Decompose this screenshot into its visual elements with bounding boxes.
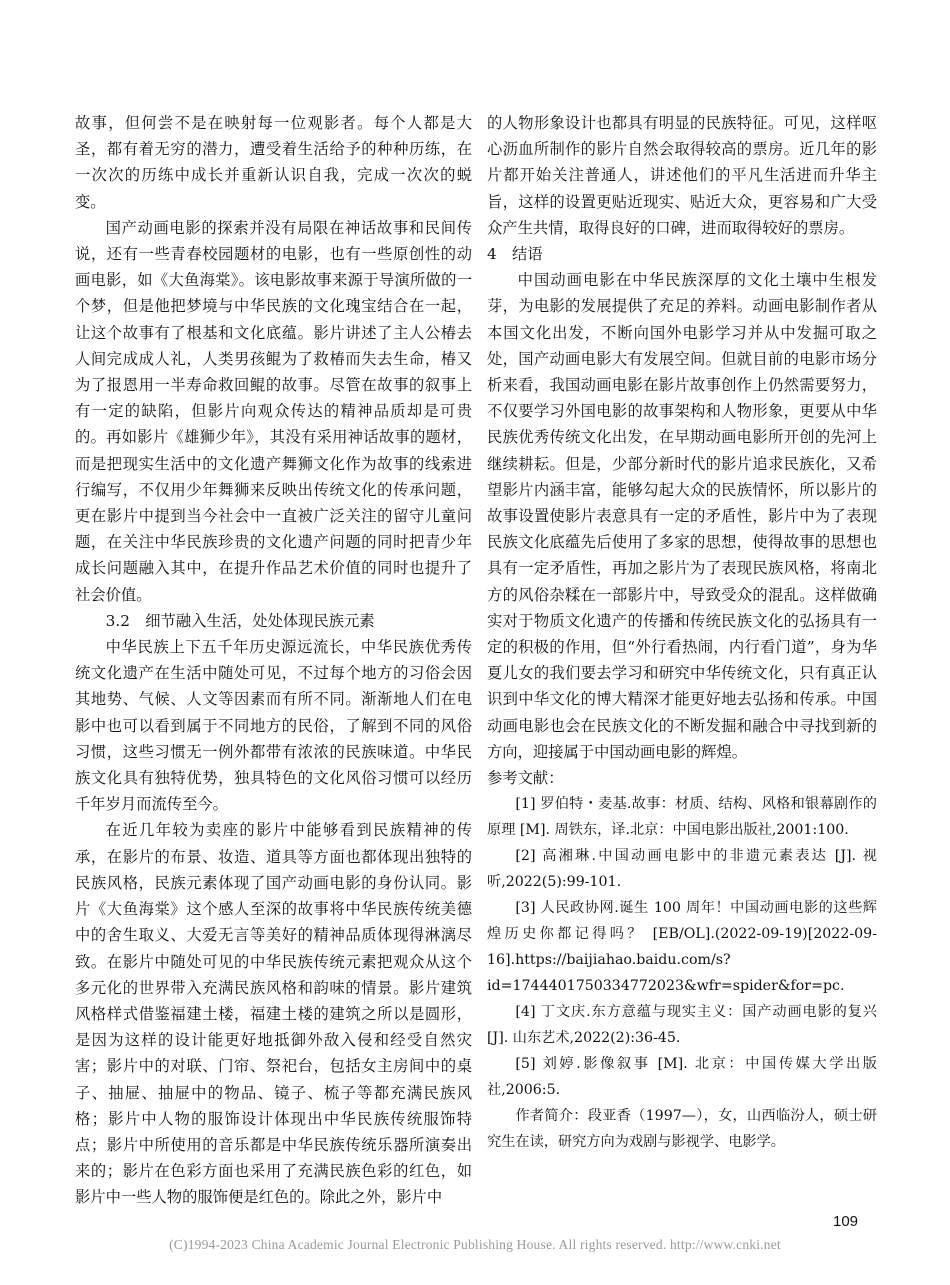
paragraph: 中国动画电影在中华民族深厚的文化土壤中生根发芽，为电影的发展提供了充足的养料。动画电影制作者从本国文化出发，不断向国外电影学习并从中发掘可取之处，国产动画电影大有发展空间。但就目前的电影市场分析来看，我国动画电影在影片故事创作上仍然需要努力，不仅要学习外国电影的故事架构和人物形象，更要从中华民族优秀传统文化出发，在早期动画电影所开创的先河上继续耕耘。但是，少部分新时代的影片追求民族化，又希望影片内涵丰富，能够勾起大众的民族情怀，所以影片的故事设置使影片表意具有一定的矛盾性，影片中为了表现民族文化底蕴先后使用了多家的思想，使得故事的思想也具有一定矛盾性，再加之影片为了表现民族风格，将南北方的风俗杂糅在一部影片中，导致受众的混乱。这样做确实对于物质文化遗产的传播和传统民族文化的弘扬具有一定的积极的作用，但“外行看热闹，内行看门道”，身为华夏儿女的我们要去学习和研究中华传统文化，只有真正认识到中华文化的博大精深才能更好地去弘扬和传承。中国动画电影也会在民族文化的不断发掘和融合中寻找到新的方向，迎接属于中国动画电影的辉煌。 bbox=[487, 271, 877, 761]
reference-item: [1] 罗伯特・麦基.故事：材质、结构、风格和银幕剧作的原理 [M]. 周铁东，译.北京：中国电影出版社,2001:100. bbox=[487, 796, 877, 839]
right-column bbox=[487, 110, 877, 1155]
reference-item: [2] 高湘琳.中国动画电影中的非遗元素表达 [J]. 视听,2022(5):99-101. bbox=[487, 848, 877, 891]
paragraph: 国产动画电影的探索并没有局限在神话故事和民间传说，还有一些青春校园题材的电影，也有一些原创性的动画电影，如《大鱼海棠》。该电影故事来源于导演所做的一个梦，但是他把梦境与中华民族的文化瑰宝结合在一起，让这个故事有了根基和文化底蕴。影片讲述了主人公椿去人间完成成人礼，人类男孩鲲为了救椿而失去生命，椿又为了报恩用一半寿命救回鲲的故事。尽管在故事的叙事上有一定的缺陷，但影片向观众传达的精神品质却是可贵的。再如影片《雄狮少年》，其没有采用神话故事的题材，而是把现实生活中的文化遗产舞狮文化作为故事的线索进行编写，不仅用少年舞狮来反映出传统文化的传承问题，更在影片中提到当今社会中一直被广泛关注的留守儿童问题，在关注中华民族珍贵的文化遗产问题的同时把青少年成长问题融入其中，在提升作品艺术价值的同时也提升了社会价值。 bbox=[75, 218, 472, 604]
paragraph: 中华民族上下五千年历史源远流长，中华民族优秀传统文化遗产在生活中随处可见，不过每个地方的习俗会因其地势、气候、人文等因素而有所不同。渐渐地人们在电影中也可以看到属于不同地方的民俗，了解到不同的风俗习惯，这些习惯无一例外都带有浓浓的民族味道。中华民族文化具有独特优势，独具特色的文化风俗习惯可以经历千年岁月而流传至今。 bbox=[75, 638, 472, 814]
author-bio: 作者简介：段亚香（1997—），女，山西临汾人，硕士研究生在读，研究方向为戏剧与影视学、电影学。 bbox=[487, 1108, 877, 1151]
reference-item: [5] 刘婷.影像叙事 [M]. 北京：中国传媒大学出版社,2006:5. bbox=[487, 1056, 877, 1099]
paragraph: 故事，但何尝不是在映射每一位观影者。每个人都是大圣，都有着无穷的潜力，遭受着生活给予的种种历练，在一次次的历练中成长并重新认识自我，完成一次次的蜕变。 bbox=[75, 114, 472, 211]
reference-item: [4] 丁文庆.东方意蕴与现实主义：国产动画电影的复兴 [J]. 山东艺术,2022(2):36-45. bbox=[487, 1004, 877, 1047]
reference-item: [3] 人民政协网.诞生 100 周年！中国动画电影的这些辉煌历史你都记得吗？ [EB/OL].(2022-09-19)[2022-09-16].https://baijiahao.baidu.com/s?id=1744401750334772023&wfr=spider&for=pc. bbox=[487, 900, 877, 995]
reference-list bbox=[487, 791, 877, 1155]
page-number: 109 bbox=[833, 1213, 859, 1230]
paragraph: 在近几年较为卖座的影片中能够看到民族精神的传承，在影片的布景、妆造、道具等方面也都体现出独特的民族风格，民族元素体现了国产动画电影的身份认同。影片《大鱼海棠》这个感人至深的故事将中华民族传统美德中的舍生取义、大爱无言等美好的精神品质体现得淋漓尽致。在影片中随处可见的中华民族传统元素把观众从这个多元化的世界带入充满民族风格和韵味的情景。影片建筑风格样式借鉴福建土楼，福建土楼的建筑之所以是圆形，是因为这样的设计能更好地抵御外敌入侵和经受自然灾害；影片中的对联、门帘、祭祀台，包括女主房间中的桌子、抽屉、抽屉中的物品、镜子、梳子等都充满民族风格；影片中人物的服饰设计体现出中华民族传统服饰特点；影片中所使用的音乐都是中华民族传统乐器所演奏出来的；影片在色彩方面也采用了充满民族色彩的红色，如影片中一些人物的服饰便是红色的。除此之外，影片中 bbox=[75, 821, 472, 1207]
section-heading: 3.2 细节融入生活，处处体现民族元素 bbox=[105, 611, 375, 630]
references-heading: 参考文献： bbox=[487, 769, 564, 788]
paragraph: 的人物形象设计也都具有明显的民族特征。可见，这样呕心沥血所制作的影片自然会取得较高的票房。近几年的影片都开始关注普通人，讲述他们的平凡生活进而升华主旨，这样的设置更贴近现实、贴近大众，更容易和广大受众产生共情，取得良好的口碑，进而取得较好的票房。 bbox=[487, 114, 877, 237]
left-column bbox=[75, 110, 472, 1211]
copyright-footer: (C)1994-2023 China Academic Journal Electronic Publishing House. All rights reserved. http://www.cnki.net bbox=[169, 1237, 781, 1252]
conclusion-heading: 4 结语 bbox=[487, 245, 543, 264]
